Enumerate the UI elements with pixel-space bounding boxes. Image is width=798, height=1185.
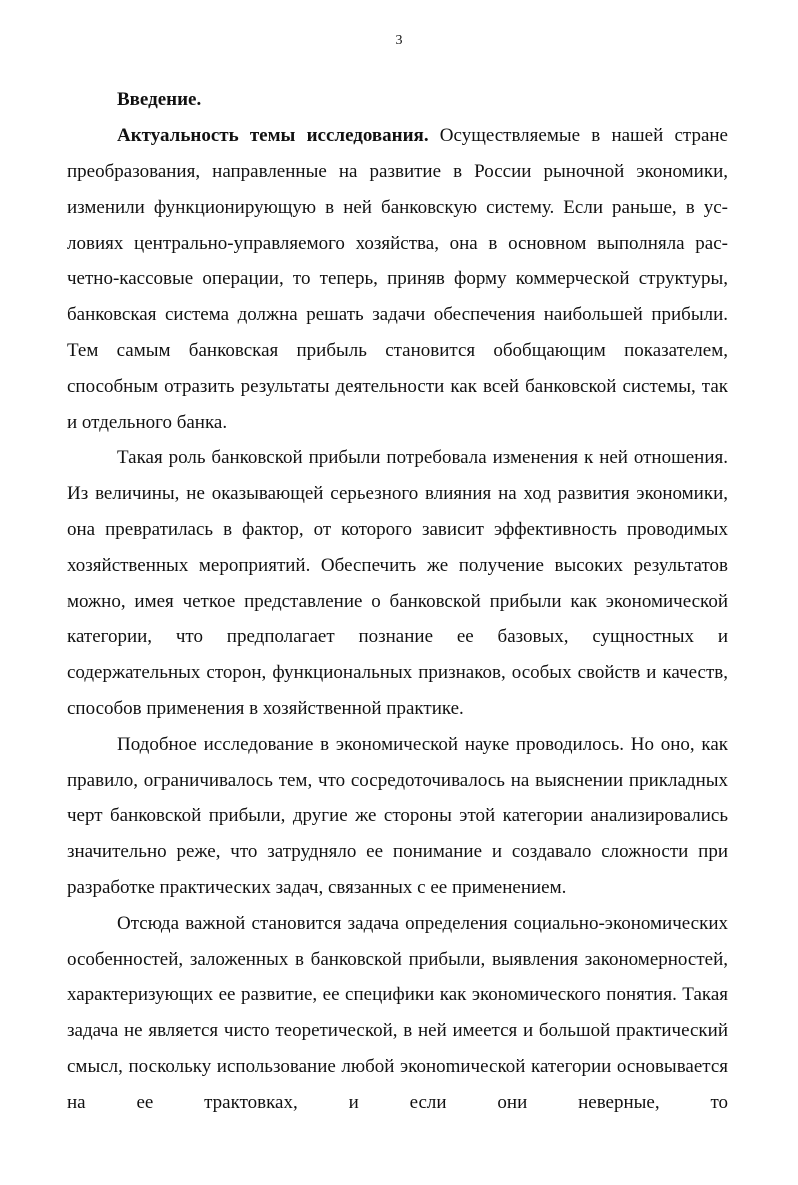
- paragraph-role-of-profit: [67, 440, 728, 726]
- paragraph-task-definition: [67, 906, 728, 1121]
- paragraph-text: Подобное исследование в экономической науке проводилось. Но оно, как правило, ограничивалось тем, что сосредоточивалось на выяснении прикладных черт банковской прибыли, другие же стороны этой категории анализировались значительно реже, что затрудняло ее понимание и создавало сложности при разработке практических задач, связанных с ее применением.: [67, 733, 728, 898]
- paragraph-prior-research: [67, 727, 728, 906]
- page-number: 3: [395, 33, 403, 48]
- document-body: [67, 82, 728, 1121]
- paragraph-relevance: [67, 118, 728, 440]
- paragraph-text: Отсюда важной становится задача определения социально-экономических особенностей, заложенных в банковской прибыли, выявления закономерностей, характеризующих ее развитие, ее специфики как экономического понятия. Такая задача не является чисто теоретической, в ней имеется и большой практический смысл, поскольку использование любой эконоmической категории основывается на ее трактовках, и если они неверные, то: [67, 912, 728, 1113]
- section-heading: Введение.: [117, 89, 202, 110]
- paragraph-text: Осуществляемые в нашей стране преобразования, направленные на развитие в России рыночной экономики, изменили функционирующую в ней банковскую систему. Если раньше, в условиях центрально-управляемого хозяйства, она в основном выполняла расчетно-кассовые операции, то теперь, приняв форму коммерческой структуры, банковская система должна решать задачи обеспечения наибольшей прибыли. Тем самым банковская прибыль становится обобщающим показателем, способным отразить результаты деятельности как всей банковской системы, так и отдельного банка.: [67, 125, 728, 433]
- paragraph-lead: Актуальность темы исследования.: [117, 125, 429, 147]
- paragraph-text: Такая роль банковской прибыли потребовала изменения к ней отношения. Из величины, не оказывающей серьезного влияния на ход развития экономики, она превратилась в фактор, от которого зависит эффективность проводимых хозяйственных мероприятий. Обеспечить же получение высоких результатов можно, имея четкое представление о банковской прибыли как экономической категории, что предполагает познание ее базовых, сущностных и содержательных сторон, функциональных признаков, особых свойств и качеств, способов применения в хозяйственной практике.: [67, 447, 728, 719]
